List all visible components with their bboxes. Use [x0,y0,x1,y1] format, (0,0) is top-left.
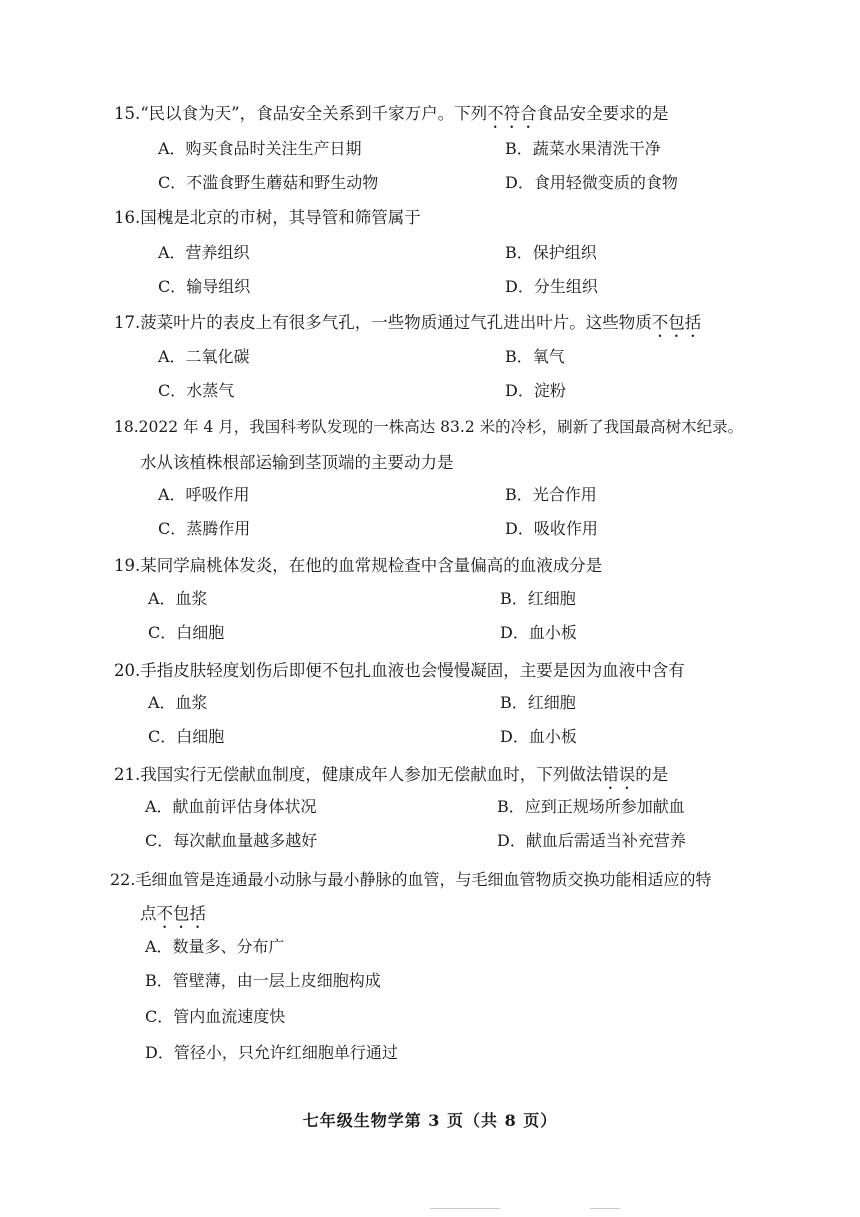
option-c: C．输导组织 [158,277,251,296]
question-text: 水从该植株根部运输到茎顶端的主要动力是 [140,453,454,472]
emphasized-text: 错误 [602,765,636,784]
option-a: A．购买食品时关注生产日期 [158,139,362,158]
option-b: B．应到正规场所参加献血 [497,797,685,816]
question-number: 16. [114,208,141,227]
question-number: 20. [114,661,141,680]
question-text: 食品安全要求的是 [536,104,669,123]
option-d: D．管径小，只允许红细胞单行通过 [145,1043,398,1062]
question-number: 21. [114,765,141,784]
option-c: C．水蒸气 [158,381,235,400]
question-18 [114,410,830,445]
option-d: D．血小板 [500,623,577,642]
question-text: 点 [140,904,157,923]
emphasized-text: 不包括 [156,904,206,923]
option-a: A．血浆 [148,589,208,608]
option-c: C．管内血流速度快 [145,1007,286,1026]
option-a: A．血浆 [148,693,208,712]
option-d: D．淀粉 [505,381,566,400]
option-b: B．红细胞 [500,693,576,712]
option-b: B．管壁薄，由一层上皮细胞构成 [145,971,381,990]
question-text: 我国实行无偿献血制度，健康成年人参加无偿献血时，下列做法 [140,765,603,784]
option-a: A．呼吸作用 [158,485,250,504]
question-text: 的是 [635,765,669,784]
question-number: 19. [114,556,141,575]
option-c: C．蒸腾作用 [158,519,251,538]
page-footer: 七年级生物学第 3 页（共 8 页） [302,1111,558,1130]
question-text: 2022 年 4 月，我国科考队发现的一株高达 83.2 米的冷杉，刷新了我国最高树木纪录。 [138,418,744,436]
option-c: C．白细胞 [148,623,225,642]
option-d: D．献血后需适当补充营养 [497,831,686,850]
option-d: D．吸收作用 [505,519,598,538]
question-22-line2 [140,896,830,932]
question-text: 手指皮肤轻度划伤后即便不包扎血液也会慢慢凝固，主要是因为血液中含有 [140,661,685,680]
option-a: A．献血前评估身体状况 [145,797,317,816]
question-19 [114,548,830,583]
question-text: 某同学扁桃体发炎，在他的血常规检查中含量偏高的血液成分是 [140,556,603,575]
option-c: C．不滥食野生蘑菇和野生动物 [158,173,379,192]
question-text: 菠菜叶片的表皮上有很多气孔，一些物质通过气孔进出叶片。这些物质 [140,313,652,332]
option-d: D．分生组织 [505,277,598,296]
option-c: C．每次献血量越多越好 [145,831,318,850]
option-b: B．保护组织 [505,243,597,262]
question-number: 17. [114,313,141,332]
question-text: “民以食为天”，食品安全关系到千家万户。下列 [140,104,488,123]
option-a: A．数量多、分布广 [145,937,285,956]
option-c: C．白细胞 [148,727,225,746]
option-a: A．营养组织 [158,243,250,262]
scan-smudge [430,1208,500,1209]
question-17 [114,305,830,341]
question-18-line2 [140,445,830,480]
option-d: D．食用轻微变质的食物 [505,173,678,192]
option-b: B．红细胞 [500,589,576,608]
question-15 [114,96,830,132]
question-number: 18. [114,418,139,436]
question-number: 22. [110,870,136,889]
question-16 [114,200,830,235]
scan-smudge [590,1208,620,1209]
option-b: B．氧气 [505,347,565,366]
emphasized-text: 不包括 [651,313,702,332]
question-22 [110,862,830,897]
option-a: A．二氧化碳 [158,347,250,366]
question-text: 国槐是北京的市树，其导管和筛管属于 [140,208,421,227]
question-number: 15. [114,104,141,123]
emphasized-text: 不符合 [487,104,537,123]
question-20 [114,653,830,688]
question-text: 毛细血管是连通最小动脉与最小静脉的血管，与毛细血管物质交换功能相适应的特 [135,870,712,889]
question-21 [114,757,830,793]
option-b: B．蔬菜水果清洗干净 [505,139,661,158]
option-d: D．血小板 [500,727,577,746]
option-b: B．光合作用 [505,485,597,504]
